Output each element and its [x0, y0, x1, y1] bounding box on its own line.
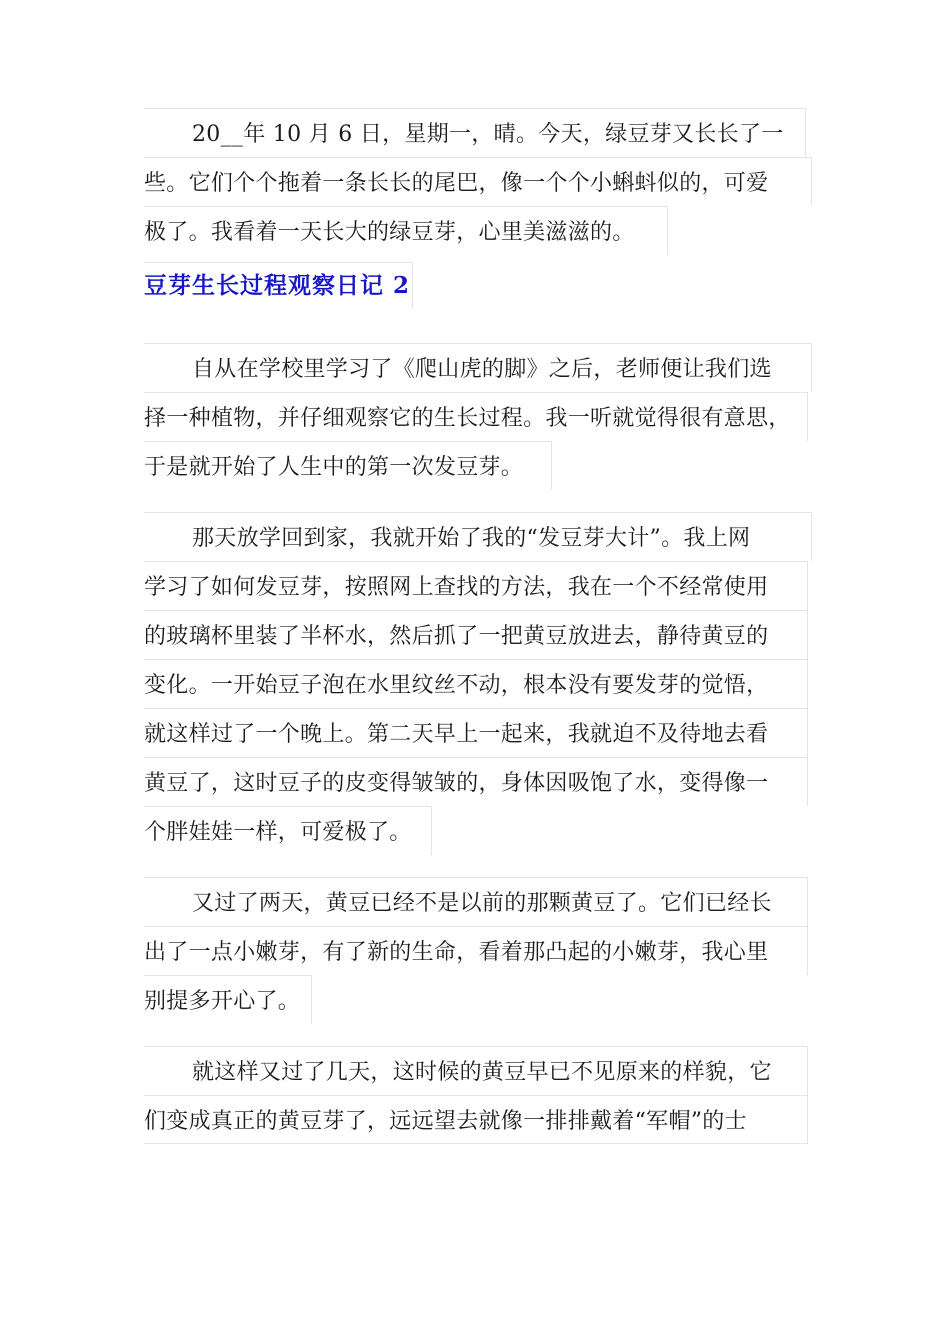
- text-line: 又过了两天，黄豆已经不是以前的那颗黄豆了。它们已经长: [144, 877, 808, 926]
- text-line: 就这样又过了几天，这时候的黄豆早已不见原来的样貌，它: [144, 1046, 808, 1095]
- text-line: 于是就开始了人生中的第一次发豆芽。: [144, 441, 552, 490]
- text-line: 自从在学校里学习了《爬山虎的脚》之后，老师便让我们选: [144, 343, 812, 392]
- text-line: 那天放学回到家，我就开始了我的“发豆芽大计”。我上网: [144, 512, 812, 561]
- text-line: 黄豆了，这时豆子的皮变得皱皱的，身体因吸饱了水，变得像一: [144, 757, 808, 806]
- text-line: 的玻璃杯里装了半杯水，然后抓了一把黄豆放进去，静待黄豆的: [144, 610, 808, 659]
- text-line: 个胖娃娃一样，可爱极了。: [144, 806, 432, 855]
- text-line: 别提多开心了。: [144, 975, 312, 1024]
- text-line: 20__年 10 月 6 日，星期一，晴。今天，绿豆芽又长长了一: [144, 108, 806, 157]
- text-line: 出了一点小嫩芽，有了新的生命，看着那凸起的小嫩芽，我心里: [144, 926, 808, 975]
- section-heading: 豆芽生长过程观察日记 2: [144, 262, 413, 308]
- text-line: 极了。我看着一天长大的绿豆芽，心里美滋滋的。: [144, 206, 668, 255]
- text-line: 就这样过了一个晚上。第二天早上一起来，我就迫不及待地去看: [144, 708, 808, 757]
- text-line: 学习了如何发豆芽，按照网上查找的方法，我在一个不经常使用: [144, 561, 808, 610]
- text-line: 些。它们个个拖着一条长长的尾巴，像一个个小蝌蚪似的，可爱: [144, 157, 812, 206]
- text-line: 们变成真正的黄豆芽了，远远望去就像一排排戴着“军帽”的士: [144, 1095, 808, 1144]
- text-line: 择一种植物，并仔细观察它的生长过程。我一听就觉得很有意思，: [144, 392, 808, 441]
- text-line: 变化。一开始豆子泡在水里纹丝不动，根本没有要发芽的觉悟，: [144, 659, 808, 708]
